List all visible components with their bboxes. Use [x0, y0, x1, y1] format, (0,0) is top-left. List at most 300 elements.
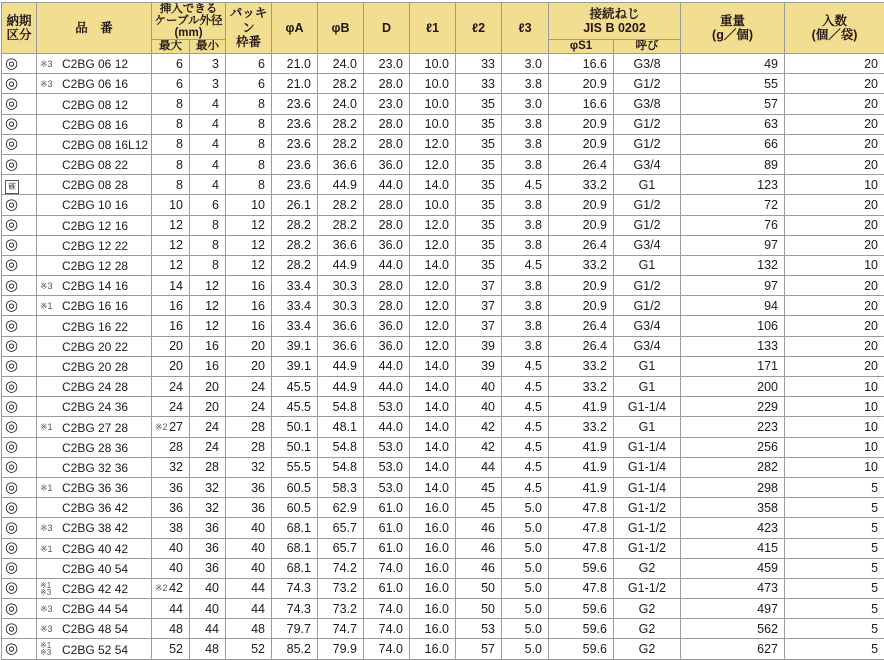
D-cell: 61.0 — [364, 578, 410, 598]
packing-cell: 40 — [226, 558, 272, 578]
l1-cell: 10.0 — [410, 94, 456, 114]
delivery-mark: ◎ — [2, 195, 37, 215]
weight-cell: 415 — [681, 538, 785, 558]
part-number: C2BG 52 54 — [62, 642, 128, 656]
header-weight: 重量 (g／個) — [681, 3, 785, 54]
phiB-cell: 44.9 — [318, 356, 364, 376]
qty-cell: 5 — [785, 639, 884, 659]
cable-min-cell: 16 — [190, 336, 226, 356]
delivery-mark: ◎ — [2, 599, 37, 619]
table-row — [2, 215, 884, 235]
part-number: C2BG 12 16 — [62, 219, 128, 233]
table-row — [2, 175, 884, 195]
D-cell: 44.0 — [364, 356, 410, 376]
l2-cell: 42 — [456, 417, 502, 437]
table-row — [2, 316, 884, 336]
phiA-cell: 79.7 — [272, 619, 318, 639]
cable-max-cell: 12 — [152, 215, 190, 235]
weight-cell: 72 — [681, 195, 785, 215]
cable-max-cell: 12 — [152, 255, 190, 275]
table-row — [2, 255, 884, 275]
cable-max-cell: 20 — [152, 336, 190, 356]
phiB-cell: 73.2 — [318, 599, 364, 619]
l2-cell: 35 — [456, 94, 502, 114]
l1-cell: 10.0 — [410, 195, 456, 215]
yobi-cell: G1 — [614, 356, 681, 376]
table-row — [2, 336, 884, 356]
cable-min-cell: 12 — [190, 296, 226, 316]
packing-cell: 36 — [226, 477, 272, 497]
delivery-mark: ◎ — [2, 255, 37, 275]
table-row — [2, 558, 884, 578]
footnote-mark-2: ※2 — [152, 579, 168, 597]
phiS1-cell: 41.9 — [549, 397, 614, 417]
phiA-cell: 55.5 — [272, 457, 318, 477]
l3-cell: 3.8 — [502, 316, 549, 336]
delivery-mark: ◎ — [2, 558, 37, 578]
cable-min-cell: 32 — [190, 477, 226, 497]
l3-cell: 5.0 — [502, 639, 549, 659]
qty-cell: 20 — [785, 336, 884, 356]
D-cell: 74.0 — [364, 599, 410, 619]
cable-min-cell: 8 — [190, 235, 226, 255]
yobi-cell: G1 — [614, 175, 681, 195]
table-row — [2, 114, 884, 134]
phiA-cell: 68.1 — [272, 538, 318, 558]
qty-cell: 10 — [785, 457, 884, 477]
yobi-cell: G3/4 — [614, 336, 681, 356]
phiS1-cell: 20.9 — [549, 134, 614, 154]
delivery-mark: ◎ — [2, 296, 37, 316]
packing-cell: 8 — [226, 154, 272, 174]
part-number: C2BG 36 36 — [62, 481, 128, 495]
qty-cell: 20 — [785, 356, 884, 376]
phiB-cell: 44.9 — [318, 255, 364, 275]
qty-cell: 20 — [785, 114, 884, 134]
weight-cell: 106 — [681, 316, 785, 336]
yobi-cell: G1/2 — [614, 215, 681, 235]
cable-max-value: 27 — [169, 420, 183, 434]
weight-cell: 298 — [681, 477, 785, 497]
part-number-cell — [37, 114, 152, 134]
qty-cell: 20 — [785, 235, 884, 255]
phiA-cell: 21.0 — [272, 54, 318, 74]
part-number: C2BG 24 28 — [62, 380, 128, 394]
yobi-cell: G1/2 — [614, 195, 681, 215]
header-l3: ℓ3 — [502, 3, 549, 54]
D-cell: 36.0 — [364, 316, 410, 336]
part-number: C2BG 16 22 — [62, 319, 128, 333]
phiB-cell: 28.2 — [318, 74, 364, 94]
phiA-cell: 23.6 — [272, 134, 318, 154]
phiA-cell: 39.1 — [272, 356, 318, 376]
cable-max-cell: 8 — [152, 154, 190, 174]
packing-cell: 52 — [226, 639, 272, 659]
delivery-mark: ◎ — [2, 215, 37, 235]
delivery-mark: ◎ — [2, 114, 37, 134]
cable-min-cell: 3 — [190, 54, 226, 74]
table-row — [2, 477, 884, 497]
delivery-mark: ◎ — [2, 619, 37, 639]
phiA-cell: 60.5 — [272, 498, 318, 518]
D-cell: 44.0 — [364, 417, 410, 437]
l3-cell: 3.8 — [502, 74, 549, 94]
yobi-cell: G1-1/4 — [614, 457, 681, 477]
l2-cell: 45 — [456, 477, 502, 497]
D-cell: 61.0 — [364, 518, 410, 538]
weight-cell: 97 — [681, 235, 785, 255]
yobi-cell: G1-1/4 — [614, 477, 681, 497]
cable-max-cell: 14 — [152, 276, 190, 296]
l2-cell: 33 — [456, 54, 502, 74]
packing-cell: 28 — [226, 417, 272, 437]
part-number-cell — [37, 477, 152, 497]
packing-cell: 16 — [226, 296, 272, 316]
part-number: C2BG 24 36 — [62, 400, 128, 414]
l1-cell: 14.0 — [410, 457, 456, 477]
l3-cell: 3.8 — [502, 154, 549, 174]
table-row — [2, 377, 884, 397]
phiA-cell: 74.3 — [272, 578, 318, 598]
part-number-cell — [37, 296, 152, 316]
table-row — [2, 599, 884, 619]
weight-cell: 57 — [681, 94, 785, 114]
table-row — [2, 296, 884, 316]
delivery-mark: ◎ — [2, 316, 37, 336]
header-cable-min: 最小 — [190, 40, 226, 54]
packing-cell: 20 — [226, 336, 272, 356]
footnote-mark: ※1 — [40, 479, 62, 497]
l1-cell: 14.0 — [410, 437, 456, 457]
l3-cell: 3.8 — [502, 235, 549, 255]
part-number-cell — [37, 54, 152, 74]
l3-cell: 5.0 — [502, 498, 549, 518]
header-cable-max: 最大 — [152, 40, 190, 54]
weight-cell: 282 — [681, 457, 785, 477]
packing-cell: 40 — [226, 518, 272, 538]
table-row — [2, 538, 884, 558]
l1-cell: 12.0 — [410, 235, 456, 255]
packing-cell: 44 — [226, 599, 272, 619]
phiA-cell: 50.1 — [272, 417, 318, 437]
phiS1-cell: 59.6 — [549, 599, 614, 619]
phiS1-cell: 33.2 — [549, 377, 614, 397]
delivery-mark: ◎ — [2, 154, 37, 174]
cable-max-cell: 40 — [152, 538, 190, 558]
table-row — [2, 356, 884, 376]
part-number-cell — [37, 94, 152, 114]
cable-min-cell: 28 — [190, 457, 226, 477]
phiA-cell: 45.5 — [272, 377, 318, 397]
part-number-cell — [37, 235, 152, 255]
cable-min-cell: 20 — [190, 377, 226, 397]
phiS1-cell: 20.9 — [549, 296, 614, 316]
l1-cell: 14.0 — [410, 356, 456, 376]
qty-cell: 10 — [785, 397, 884, 417]
part-number: C2BG 12 22 — [62, 239, 128, 253]
cable-min-cell: 24 — [190, 417, 226, 437]
phiA-cell: 39.1 — [272, 336, 318, 356]
qty-cell: 10 — [785, 377, 884, 397]
D-cell: 53.0 — [364, 397, 410, 417]
phiA-cell: 23.6 — [272, 154, 318, 174]
phiB-cell: 48.1 — [318, 417, 364, 437]
phiB-cell: 73.2 — [318, 578, 364, 598]
yobi-cell: G1/2 — [614, 276, 681, 296]
cable-max-value: 42 — [169, 581, 183, 595]
D-cell: 44.0 — [364, 175, 410, 195]
yobi-cell: G3/4 — [614, 154, 681, 174]
table-row — [2, 94, 884, 114]
l1-cell: 16.0 — [410, 538, 456, 558]
cable-max-cell: 6 — [152, 74, 190, 94]
phiB-cell: 44.9 — [318, 377, 364, 397]
phiS1-cell: 26.4 — [549, 316, 614, 336]
yobi-cell: G1/2 — [614, 296, 681, 316]
yobi-cell: G3/8 — [614, 54, 681, 74]
l3-cell: 3.8 — [502, 276, 549, 296]
packing-cell: 12 — [226, 255, 272, 275]
l1-cell: 16.0 — [410, 558, 456, 578]
phiS1-cell: 59.6 — [549, 619, 614, 639]
header-hinban: 品 番 — [37, 3, 152, 54]
weight-cell: 55 — [681, 74, 785, 94]
spec-table — [1, 2, 884, 660]
phiS1-cell: 41.9 — [549, 457, 614, 477]
packing-cell: 28 — [226, 437, 272, 457]
l3-cell: 5.0 — [502, 538, 549, 558]
D-cell: 74.0 — [364, 619, 410, 639]
weight-cell: 49 — [681, 54, 785, 74]
part-number: C2BG 06 12 — [62, 57, 128, 71]
phiS1-cell: 16.6 — [549, 54, 614, 74]
l3-cell: 5.0 — [502, 578, 549, 598]
footnote-mark-2: ※2 — [152, 418, 168, 436]
weight-cell: 123 — [681, 175, 785, 195]
footnote-mark: ※3 — [40, 519, 62, 537]
yobi-cell: G1 — [614, 417, 681, 437]
qty-cell: 10 — [785, 255, 884, 275]
table-body — [2, 54, 884, 660]
phiS1-cell: 20.9 — [549, 114, 614, 134]
l3-cell: 4.5 — [502, 377, 549, 397]
phiB-cell: 54.8 — [318, 437, 364, 457]
D-cell: 61.0 — [364, 538, 410, 558]
table-row — [2, 276, 884, 296]
l2-cell: 39 — [456, 336, 502, 356]
yobi-cell: G2 — [614, 639, 681, 659]
table-row — [2, 154, 884, 174]
qty-cell: 20 — [785, 54, 884, 74]
l2-cell: 40 — [456, 397, 502, 417]
part-number-cell — [37, 316, 152, 336]
l2-cell: 35 — [456, 235, 502, 255]
phiB-cell: 58.3 — [318, 477, 364, 497]
packing-cell: 8 — [226, 134, 272, 154]
l2-cell: 46 — [456, 518, 502, 538]
table-row — [2, 74, 884, 94]
cable-min-cell: 8 — [190, 215, 226, 235]
qty-cell: 5 — [785, 619, 884, 639]
cable-max-cell: 36 — [152, 498, 190, 518]
l1-cell: 14.0 — [410, 417, 456, 437]
footnote-mark: ※3 — [40, 277, 62, 295]
yobi-cell: G1-1/2 — [614, 578, 681, 598]
weight-cell: 76 — [681, 215, 785, 235]
cable-max-cell: 12 — [152, 235, 190, 255]
l1-cell: 12.0 — [410, 316, 456, 336]
D-cell: 36.0 — [364, 154, 410, 174]
cable-min-cell: 4 — [190, 134, 226, 154]
phiS1-cell: 59.6 — [549, 558, 614, 578]
weight-cell: 66 — [681, 134, 785, 154]
packing-cell: 10 — [226, 195, 272, 215]
packing-cell: 12 — [226, 235, 272, 255]
cable-min-cell: 36 — [190, 558, 226, 578]
qty-cell: 20 — [785, 276, 884, 296]
yobi-cell: G1/2 — [614, 114, 681, 134]
l1-cell: 14.0 — [410, 477, 456, 497]
part-number: C2BG 12 28 — [62, 259, 128, 273]
yobi-cell: G1 — [614, 255, 681, 275]
qty-cell: 10 — [785, 175, 884, 195]
phiB-cell: 65.7 — [318, 538, 364, 558]
cable-min-cell: 16 — [190, 356, 226, 376]
phiS1-cell: 20.9 — [549, 276, 614, 296]
phiS1-cell: 47.8 — [549, 518, 614, 538]
table-row — [2, 397, 884, 417]
phiB-cell: 36.6 — [318, 316, 364, 336]
footnote-mark: ※3 — [40, 620, 62, 638]
phiB-cell: 79.9 — [318, 639, 364, 659]
footnote-mark: ※3 — [40, 600, 62, 618]
cable-max-cell: 40 — [152, 558, 190, 578]
part-number: C2BG 14 16 — [62, 279, 128, 293]
yobi-cell: G1-1/2 — [614, 538, 681, 558]
phiS1-cell: 26.4 — [549, 235, 614, 255]
l3-cell: 4.5 — [502, 417, 549, 437]
qty-cell: 5 — [785, 518, 884, 538]
packing-cell: 8 — [226, 94, 272, 114]
part-number-cell — [37, 518, 152, 538]
weight-cell: 497 — [681, 599, 785, 619]
cable-min-cell: 36 — [190, 538, 226, 558]
packing-cell: 6 — [226, 54, 272, 74]
cable-max-cell: 16 — [152, 296, 190, 316]
part-number-cell — [37, 356, 152, 376]
delivery-mark: ◎ — [2, 639, 37, 659]
qty-cell: 5 — [785, 599, 884, 619]
l1-cell: 12.0 — [410, 215, 456, 235]
table-row — [2, 437, 884, 457]
weight-cell: 229 — [681, 397, 785, 417]
phiA-cell: 50.1 — [272, 437, 318, 457]
l3-cell: 4.5 — [502, 255, 549, 275]
D-cell: 61.0 — [364, 498, 410, 518]
delivery-mark: ◎ — [2, 498, 37, 518]
part-number-cell — [37, 215, 152, 235]
weight-cell: 627 — [681, 639, 785, 659]
part-number: C2BG 08 28 — [62, 178, 128, 192]
weight-cell: 459 — [681, 558, 785, 578]
cable-max-cell: 38 — [152, 518, 190, 538]
yobi-cell: G1-1/2 — [614, 518, 681, 538]
l2-cell: 50 — [456, 578, 502, 598]
packing-cell: 40 — [226, 538, 272, 558]
l3-cell: 3.0 — [502, 54, 549, 74]
yobi-cell: G2 — [614, 599, 681, 619]
table-row — [2, 134, 884, 154]
table-row — [2, 54, 884, 74]
qty-cell: 20 — [785, 74, 884, 94]
cable-min-cell: 36 — [190, 518, 226, 538]
part-number-cell — [37, 336, 152, 356]
qty-cell: 5 — [785, 498, 884, 518]
phiB-cell: 36.6 — [318, 154, 364, 174]
part-number-cell — [37, 437, 152, 457]
packing-cell: 44 — [226, 578, 272, 598]
phiS1-cell: 20.9 — [549, 195, 614, 215]
yobi-cell: G1-1/2 — [614, 498, 681, 518]
phiB-cell: 74.2 — [318, 558, 364, 578]
l2-cell: 45 — [456, 498, 502, 518]
cable-min-cell: 8 — [190, 255, 226, 275]
part-number: C2BG 20 28 — [62, 360, 128, 374]
part-number-cell — [37, 498, 152, 518]
qty-cell: 20 — [785, 195, 884, 215]
table-row — [2, 457, 884, 477]
phiA-cell: 68.1 — [272, 558, 318, 578]
phiA-cell: 33.4 — [272, 316, 318, 336]
weight-cell: 562 — [681, 619, 785, 639]
delivery-mark: ◎ — [2, 518, 37, 538]
l1-cell: 12.0 — [410, 296, 456, 316]
footnote-mark: ※1 — [40, 418, 62, 436]
cable-max-cell — [152, 578, 190, 598]
weight-cell: 133 — [681, 336, 785, 356]
part-number: C2BG 16 16 — [62, 299, 128, 313]
kakunin-icon: 確 — [5, 180, 19, 194]
packing-cell: 32 — [226, 457, 272, 477]
phiA-cell: 60.5 — [272, 477, 318, 497]
yobi-cell: G1-1/4 — [614, 397, 681, 417]
delivery-mark: ◎ — [2, 377, 37, 397]
header-packing: パッキン 枠番 — [226, 3, 272, 54]
phiS1-cell: 16.6 — [549, 94, 614, 114]
part-number-cell — [37, 578, 152, 598]
phiA-cell: 28.2 — [272, 235, 318, 255]
part-number: C2BG 27 28 — [62, 420, 128, 434]
D-cell: 36.0 — [364, 336, 410, 356]
l1-cell: 12.0 — [410, 336, 456, 356]
footnote-mark: ※1 — [40, 297, 62, 315]
l2-cell: 46 — [456, 538, 502, 558]
phiB-cell: 62.9 — [318, 498, 364, 518]
cable-max-cell: 10 — [152, 195, 190, 215]
cable-min-cell: 20 — [190, 397, 226, 417]
phiS1-cell: 47.8 — [549, 498, 614, 518]
footnote-mark: ※3 — [40, 55, 62, 73]
l1-cell: 16.0 — [410, 578, 456, 598]
part-number-cell — [37, 134, 152, 154]
weight-cell: 200 — [681, 377, 785, 397]
qty-cell: 20 — [785, 154, 884, 174]
packing-cell: 12 — [226, 215, 272, 235]
cable-max-cell: 8 — [152, 94, 190, 114]
yobi-cell: G2 — [614, 558, 681, 578]
cable-min-cell: 4 — [190, 175, 226, 195]
phiS1-cell: 33.2 — [549, 255, 614, 275]
